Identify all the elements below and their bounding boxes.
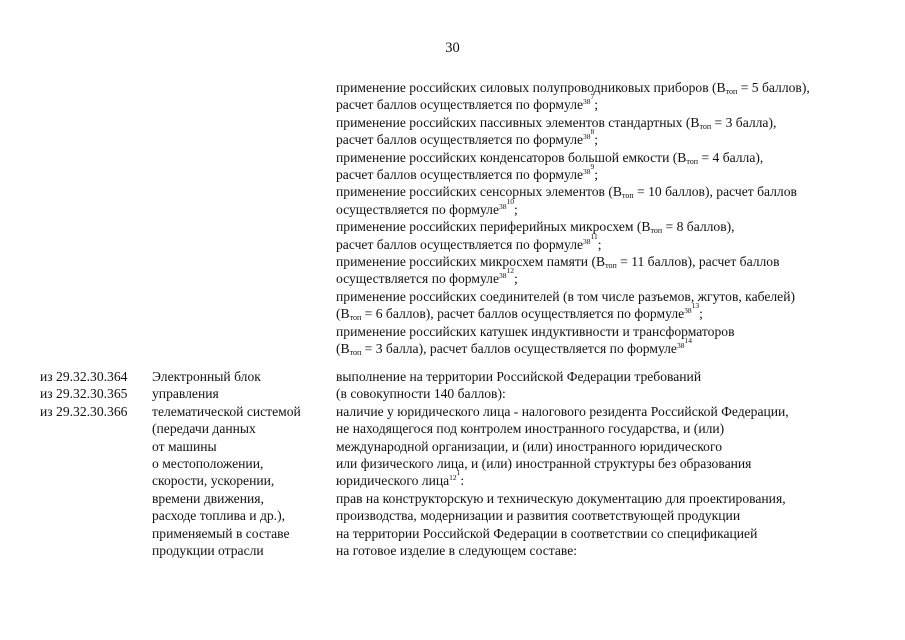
requirement-line: ($B_{топ} = 6$ баллов), расчет баллов осуществляется по формуле$^{38^{13}}$; xyxy=(336,301,703,323)
requirement-line: прав на конструкторскую и техническую документацию для проектирования, xyxy=(336,490,786,506)
requirement-line: расчет баллов осуществляется по формуле$^{38^9}$; xyxy=(336,162,599,183)
product-name-line: продукции отрасли xyxy=(152,543,264,559)
requirement-line: осуществляется по формуле$^{38^{10}}$; xyxy=(336,196,518,217)
product-name-line: применяемый в составе xyxy=(152,525,290,541)
product-name-line: от машины xyxy=(152,438,217,454)
product-code: из 29.32.30.366 xyxy=(40,403,128,419)
requirement-line: применение российских соединителей (в том числе разъемов, жгутов, кабелей) xyxy=(336,288,795,304)
product-name-line: (передачи данных xyxy=(152,421,256,437)
requirement-line: применение российских сенсорных элементов ($B_{топ} = 10$ баллов), расчет баллов xyxy=(336,184,797,201)
product-codes xyxy=(40,368,150,420)
product-name-line: расходе топлива и др.), xyxy=(152,508,285,524)
product-name-line: о местоположении, xyxy=(152,456,264,472)
footnote-ref[interactable]: 3811 xyxy=(583,231,598,246)
product-code: из 29.32.30.364 xyxy=(40,369,128,384)
footnote-ref[interactable]: 387 xyxy=(583,92,595,107)
requirement-line: (в совокупности 140 баллов): xyxy=(336,386,506,402)
requirement-line: юридического лица$^{12^1}$: xyxy=(336,468,465,489)
footnote-ref[interactable]: 388 xyxy=(583,127,595,142)
footnote-ref[interactable]: 3813 xyxy=(684,301,700,316)
requirement-line: на территории Российской Федерации в соответствии со спецификацией xyxy=(336,525,758,541)
product-name-line: скорости, ускорении, xyxy=(152,473,275,489)
requirement-line: или физического лица, и (или) иностранной структуры без образования xyxy=(336,456,752,472)
footnote-ref[interactable]: 121 xyxy=(449,468,461,483)
requirement-line: применение российских силовых полупроводниковых приборов ($B_{топ} = 5$ баллов), xyxy=(336,80,810,96)
requirement-line: применение российских конденсаторов большой емкости ($B_{топ} = 4$ балла), xyxy=(336,149,764,166)
requirement-line: производства, модернизации и развития соответствующей продукции xyxy=(336,508,741,524)
product-name xyxy=(152,368,332,559)
continued-requirements xyxy=(336,79,881,358)
requirement-line: применение российских микросхем памяти ($B_{топ} = 11$ баллов), расчет баллов xyxy=(336,254,780,271)
requirement-line: не находящегося под контролем иностранного государства, и (или) xyxy=(336,421,725,437)
footnote-ref[interactable]: 3814 xyxy=(676,336,692,351)
requirement-line: выполнение на территории Российской Федерации требований xyxy=(336,369,702,384)
requirement-line: расчет баллов осуществляется по формуле$^{38^7}$; xyxy=(336,92,599,113)
footnote-ref[interactable]: 3812 xyxy=(499,266,514,281)
requirement-line: осуществляется по формуле$^{38^{12}}$; xyxy=(336,266,518,287)
footnote-ref[interactable]: 3810 xyxy=(499,196,514,211)
product-name-line: времени движения, xyxy=(152,490,264,506)
product-name-line: Электронный блок xyxy=(152,369,261,384)
requirement-line: наличие у юридического лица - налогового резидента Российской Федерации, xyxy=(336,403,789,419)
requirement-line: на готовое изделие в следующем составе: xyxy=(336,543,578,559)
requirement-line: расчет баллов осуществляется по формуле$^{38^{11}}$; xyxy=(336,231,602,252)
requirement-line: применение российских периферийных микросхем ($B_{топ} = 8$ баллов), xyxy=(336,219,735,236)
footnote-ref[interactable]: 389 xyxy=(583,162,595,177)
product-name-line: телематической системой xyxy=(152,403,301,419)
product-code: из 29.32.30.365 xyxy=(40,386,128,402)
product-requirements xyxy=(336,368,881,559)
requirement-line: применение российских пассивных элементов стандартных ($B_{топ} = 3$ балла), xyxy=(336,114,777,131)
requirement-line: ($B_{топ} = 3$ балла), расчет баллов осуществляется по формуле$^{38^{14}}$ xyxy=(336,336,692,358)
page-number: 30 xyxy=(445,40,460,56)
requirement-line: расчет баллов осуществляется по формуле$^{38^8}$; xyxy=(336,127,599,148)
product-name-line: управления xyxy=(152,386,219,402)
requirement-line: международной организации, и (или) иностранного юридического xyxy=(336,438,722,454)
requirement-line: применение российских катушек индуктивности и трансформаторов xyxy=(336,323,735,339)
